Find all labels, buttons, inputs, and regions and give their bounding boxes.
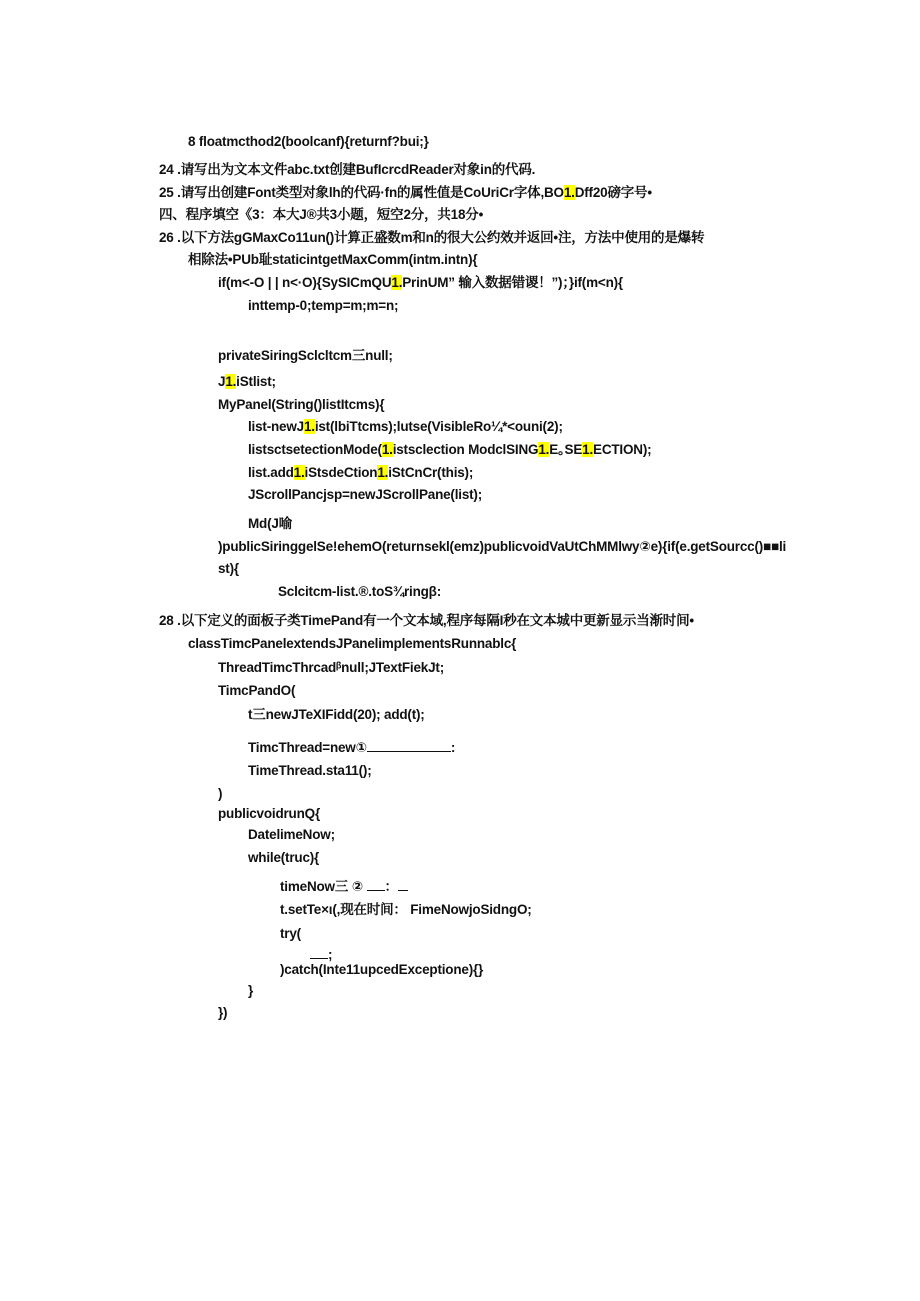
text-line-l04 xyxy=(159,206,483,224)
text-line-l08 xyxy=(248,297,398,315)
line-text: DatelimeNow; xyxy=(248,827,335,842)
line-text: iStCnCr(this); xyxy=(388,465,474,480)
line-text: if(m<-O | | n<·O){SySICmQU xyxy=(218,275,392,290)
text-line-l20 xyxy=(159,612,694,630)
highlighted-text: 1. xyxy=(225,374,237,389)
text-line-l22 xyxy=(218,659,444,677)
line-text: list-newJ xyxy=(248,419,304,434)
text-line-l27 xyxy=(218,785,222,803)
line-text: JScrollPancjsp=newJScrollPane(list); xyxy=(248,487,483,502)
line-text: 四、程序填空《3：本大J®共3小题，短空2分，共18分• xyxy=(159,207,484,222)
text-line-l33 xyxy=(280,925,301,943)
line-text: ist(lbiTtcms);lutse(VisibleRo¼*<ouni(2); xyxy=(314,419,563,434)
text-line-l18 xyxy=(218,560,239,578)
fill-in-blank xyxy=(367,878,385,891)
text-line-l37 xyxy=(218,1004,227,1022)
text-line-l16 xyxy=(248,515,292,533)
text-line-l31 xyxy=(280,878,408,896)
highlighted-text: 1. xyxy=(391,275,403,290)
text-line-l32 xyxy=(280,901,532,919)
text-line-l10 xyxy=(218,373,276,391)
line-text: listsctsetectionMode( xyxy=(248,442,382,457)
line-text: Md(J喻 xyxy=(248,516,292,531)
text-line-l13 xyxy=(248,441,651,459)
highlighted-text: 1. xyxy=(563,185,575,200)
text-line-l15 xyxy=(248,486,482,504)
line-text: E｡SE xyxy=(549,442,583,457)
text-line-l35 xyxy=(280,961,483,979)
line-text: ： xyxy=(384,879,398,894)
line-text: ThreadTimcThrcadᵝnull;JTextFiekJt; xyxy=(218,660,444,675)
line-text: 24 .请写出为文本文件abc.txt创建BufIcrcdReader对象in的代码. xyxy=(159,162,536,177)
line-text: ECTION); xyxy=(593,442,652,457)
line-text: 28 .以下定义的面板子类TimePand有一个文本域,程序每隔I秒在文本城中更新显示当渐时间• xyxy=(159,613,694,628)
line-text: iStlist; xyxy=(236,374,276,389)
text-line-l29 xyxy=(248,826,335,844)
text-line-l02 xyxy=(159,161,535,179)
line-text: istsclection ModclSING xyxy=(392,442,539,457)
line-text: TimcPandO( xyxy=(218,683,296,698)
line-text: )catch(Inte11upcedExceptione){} xyxy=(280,962,484,977)
text-line-l05 xyxy=(159,229,704,247)
text-line-l23 xyxy=(218,682,295,700)
line-text: } xyxy=(248,983,254,998)
text-line-l03 xyxy=(159,184,652,202)
highlighted-text: 1. xyxy=(303,419,315,434)
line-text: list.add xyxy=(248,465,294,480)
line-text: classTimcPanelextendsJPanelimplementsRunnablc{ xyxy=(188,636,517,651)
line-text: privateSiringSclcltcm三null; xyxy=(218,348,393,363)
line-text: ) xyxy=(218,786,223,801)
text-line-l06 xyxy=(188,251,477,269)
line-text: )publicSiringgelSe!ehemO(returnsekl(emz)publicvoidVaUtChMMlwy②e){if(e.getSourcc()■■li xyxy=(218,539,787,554)
fill-in-blank xyxy=(398,878,408,891)
line-text: 8 floatmcthod2(boolcanf){returnf?bui;} xyxy=(188,134,429,149)
text-line-l01 xyxy=(188,133,429,151)
line-text: 25 .请写出创建Font类型对象lh的代码·fn的属性值是CoUriCr字体,BO xyxy=(159,185,564,200)
line-text: }) xyxy=(218,1005,228,1020)
text-line-l21 xyxy=(188,635,516,653)
line-text: PrinUM” 输入数据错谡！”)；}if(m<n){ xyxy=(402,275,623,290)
line-text: ; xyxy=(328,947,333,962)
line-text: 26 .以下方法gGMaxCo11un()计算正盛数m和n的很大公约效并返回•注，方法中使用的是爆转 xyxy=(159,230,705,245)
text-line-l19 xyxy=(278,583,441,601)
line-text: t三newJTeXIFidd(20); add(t); xyxy=(248,707,425,722)
text-line-l25 xyxy=(248,739,455,757)
line-text: Sclcitcm-list.®.toS¾ringβ: xyxy=(278,584,442,599)
text-line-l17 xyxy=(218,538,786,556)
text-line-l28 xyxy=(218,805,320,823)
text-line-l24 xyxy=(248,706,425,724)
line-text: publicvoidrunQ{ xyxy=(218,806,321,821)
line-text: iStsdeCtion xyxy=(304,465,378,480)
line-text: : xyxy=(450,740,456,755)
line-text: timeNow三 ② xyxy=(280,879,367,894)
highlighted-text: 1. xyxy=(381,442,393,457)
line-text: Dff20磅字号• xyxy=(574,185,652,200)
line-text: t.setTe×ι(,现在时间： FimeNowjoSidngO; xyxy=(280,902,532,917)
text-line-l12 xyxy=(248,418,563,436)
text-line-l26 xyxy=(248,762,372,780)
line-text: 相除法•PUb耻staticintgetMaxComm(intm.intn){ xyxy=(188,252,478,267)
fill-in-blank xyxy=(310,946,328,959)
text-line-l09 xyxy=(218,347,393,365)
text-line-l11 xyxy=(218,396,384,414)
line-text: try( xyxy=(280,926,301,941)
line-text: while(truc){ xyxy=(248,850,320,865)
line-text: MyPanel(String()listItcms){ xyxy=(218,397,385,412)
highlighted-text: 1. xyxy=(538,442,550,457)
text-line-l07 xyxy=(218,274,623,292)
line-text: J xyxy=(218,374,226,389)
line-text: TimcThread=new① xyxy=(248,740,367,755)
line-text: inttemp-0;temp=m;m=n; xyxy=(248,298,399,313)
text-line-l14 xyxy=(248,464,473,482)
line-text: st){ xyxy=(218,561,239,576)
highlighted-text: 1. xyxy=(293,465,305,480)
highlighted-text: 1. xyxy=(377,465,389,480)
text-line-l30 xyxy=(248,849,319,867)
text-line-l36 xyxy=(248,982,253,1000)
highlighted-text: 1. xyxy=(582,442,594,457)
line-text: TimeThread.sta11(); xyxy=(248,763,372,778)
fill-in-blank xyxy=(367,739,451,752)
